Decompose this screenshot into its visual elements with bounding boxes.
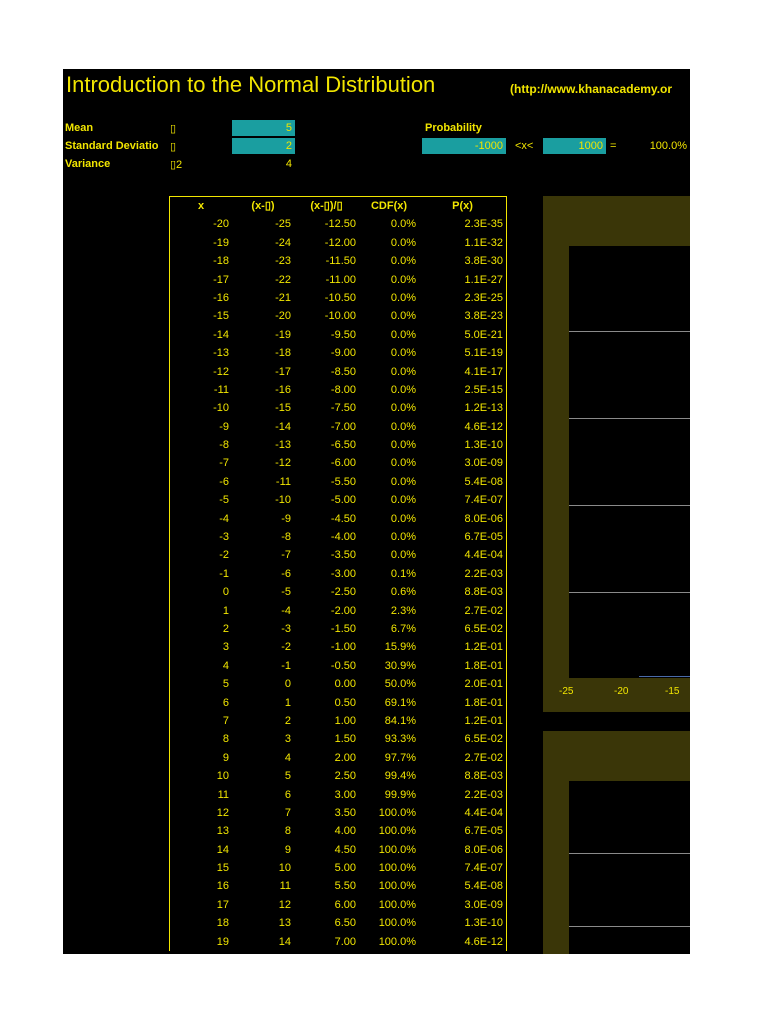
col-deviation-header: (x-▯) <box>251 200 275 212</box>
cell-x: 18 <box>216 917 229 930</box>
cell-deviation: 8 <box>284 825 291 838</box>
cell-zscore: -1.00 <box>330 641 356 654</box>
cell-cdf: 99.9% <box>384 788 416 801</box>
cell-zscore: -2.50 <box>330 586 356 599</box>
cell-zscore: -10.00 <box>324 310 356 323</box>
cell-zscore: 3.50 <box>334 806 356 819</box>
table-row <box>170 271 506 289</box>
cell-cdf: 99.4% <box>384 770 416 783</box>
gridline <box>569 592 690 593</box>
cell-cdf: 100.0% <box>378 935 416 948</box>
cell-deviation: -14 <box>275 420 291 433</box>
cell-cdf: 0.0% <box>390 255 416 268</box>
cell-px: 2.5E-15 <box>464 383 503 396</box>
cell-px: 8.8E-03 <box>464 586 503 599</box>
cell-x: -13 <box>213 347 229 360</box>
cell-deviation: -7 <box>281 549 291 562</box>
table-row <box>170 786 506 804</box>
table-row <box>170 822 506 840</box>
cell-cdf: 0.0% <box>390 273 416 286</box>
cell-zscore: -5.50 <box>330 475 356 488</box>
table-row <box>170 436 506 454</box>
cell-cdf: 93.3% <box>384 733 416 746</box>
table-row <box>170 602 506 620</box>
cell-zscore: 2.50 <box>334 770 356 783</box>
cell-cdf: 100.0% <box>378 862 416 875</box>
cell-x: -3 <box>219 531 229 544</box>
cell-deviation: -19 <box>275 328 291 341</box>
cell-cdf: 15.9% <box>384 641 416 654</box>
cell-px: 5.4E-08 <box>464 880 503 893</box>
table-row <box>170 252 506 270</box>
cell-cdf: 100.0% <box>378 880 416 893</box>
cell-deviation: -13 <box>275 439 291 452</box>
cell-zscore: 6.00 <box>334 898 356 911</box>
gridline <box>569 418 690 419</box>
col-px-header: P(x) <box>452 200 473 212</box>
cell-x: -10 <box>213 402 229 415</box>
cell-cdf: 0.0% <box>390 365 416 378</box>
cell-deviation: 3 <box>284 733 291 746</box>
cell-zscore: 6.50 <box>334 917 356 930</box>
table-row <box>170 528 506 546</box>
cell-deviation: 4 <box>284 751 291 764</box>
cell-deviation: -16 <box>275 383 291 396</box>
cell-px: 1.2E-01 <box>464 714 503 727</box>
table-row <box>170 896 506 914</box>
cell-deviation: 5 <box>284 770 291 783</box>
cell-px: 5.4E-08 <box>464 475 503 488</box>
cell-px: 3.0E-09 <box>464 898 503 911</box>
table-row <box>170 307 506 325</box>
table-row <box>170 933 506 951</box>
cell-deviation: -20 <box>275 310 291 323</box>
table-row <box>170 859 506 877</box>
cell-cdf: 69.1% <box>384 696 416 709</box>
table-row <box>170 215 506 233</box>
cell-x: -6 <box>219 475 229 488</box>
table-row <box>170 473 506 491</box>
table-row <box>170 565 506 583</box>
cell-deviation: 6 <box>284 788 291 801</box>
cell-zscore: -3.50 <box>330 549 356 562</box>
table-row <box>170 914 506 932</box>
cell-zscore: -5.00 <box>330 494 356 507</box>
cell-cdf: 0.6% <box>390 586 416 599</box>
cell-x: -9 <box>219 420 229 433</box>
table-row <box>170 694 506 712</box>
cell-zscore: -3.00 <box>330 567 356 580</box>
cell-px: 1.8E-01 <box>464 696 503 709</box>
cell-cdf: 0.0% <box>390 236 416 249</box>
cell-deviation: -4 <box>281 604 291 617</box>
table-row <box>170 638 506 656</box>
table-row <box>170 675 506 693</box>
table-row <box>170 454 506 472</box>
cell-cdf: 100.0% <box>378 825 416 838</box>
cell-cdf: 100.0% <box>378 806 416 819</box>
cell-zscore: 2.00 <box>334 751 356 764</box>
cell-cdf: 0.0% <box>390 420 416 433</box>
cell-x: 13 <box>216 825 229 838</box>
cell-cdf: 0.0% <box>390 218 416 231</box>
cell-px: 6.7E-05 <box>464 825 503 838</box>
mean-label: Mean <box>65 122 94 134</box>
col-x-header: x <box>197 200 205 212</box>
cell-zscore: -11.00 <box>325 273 356 286</box>
cell-px: 8.0E-06 <box>464 843 503 856</box>
gridline <box>569 853 690 854</box>
cell-deviation: -21 <box>275 291 291 304</box>
cell-cdf: 6.7% <box>390 622 416 635</box>
table-row <box>170 767 506 785</box>
cell-x: -20 <box>213 218 229 231</box>
cell-px: 1.8E-01 <box>464 659 503 672</box>
cell-zscore: 0.00 <box>334 678 356 691</box>
cell-px: 3.8E-30 <box>464 255 503 268</box>
table-row <box>170 326 506 344</box>
cell-x: -12 <box>213 365 229 378</box>
cell-cdf: 0.0% <box>390 347 416 360</box>
cell-cdf: 97.7% <box>384 751 416 764</box>
cell-zscore: -12.00 <box>324 236 356 249</box>
cell-deviation: 10 <box>278 862 291 875</box>
table-row <box>170 491 506 509</box>
cell-x: -19 <box>213 236 229 249</box>
cell-x: -11 <box>213 383 229 396</box>
cell-deviation: -25 <box>275 218 291 231</box>
cell-zscore: 1.50 <box>334 733 356 746</box>
cell-px: 2.7E-02 <box>464 604 503 617</box>
table-row <box>170 749 506 767</box>
cell-x: 12 <box>216 806 229 819</box>
x-tick-label: -25 <box>559 686 574 697</box>
equals-symbol: = <box>610 140 617 152</box>
cell-cdf: 0.0% <box>390 475 416 488</box>
gridline <box>569 505 690 506</box>
cell-px: 4.1E-17 <box>464 365 503 378</box>
cell-x: 17 <box>216 898 229 911</box>
cell-x: -7 <box>219 457 229 470</box>
cell-x: 3 <box>222 641 229 654</box>
table-row <box>170 510 506 528</box>
cell-zscore: -7.50 <box>330 402 356 415</box>
cell-px: 2.2E-03 <box>464 788 503 801</box>
cell-px: 4.4E-04 <box>464 806 503 819</box>
cell-px: 2.3E-35 <box>464 218 503 231</box>
gridline <box>569 926 690 927</box>
cell-deviation: 13 <box>278 917 291 930</box>
cell-px: 5.0E-21 <box>464 328 503 341</box>
cell-zscore: 5.00 <box>334 862 356 875</box>
table-row <box>170 657 506 675</box>
gridline <box>569 331 690 332</box>
cell-zscore: -9.00 <box>330 347 356 360</box>
cell-px: 7.4E-07 <box>464 494 503 507</box>
cell-px: 4.6E-12 <box>464 420 503 433</box>
cell-deviation: -9 <box>281 512 291 525</box>
cell-cdf: 0.0% <box>390 383 416 396</box>
cell-px: 1.1E-32 <box>464 236 503 249</box>
sheet-title: Introduction to the Normal Distribution <box>66 72 436 97</box>
cell-x: 1 <box>222 604 229 617</box>
cell-px: 1.3E-10 <box>464 917 503 930</box>
cell-deviation: -18 <box>275 347 291 360</box>
cell-zscore: 0.50 <box>334 696 356 709</box>
cell-px: 1.3E-10 <box>464 439 503 452</box>
cell-cdf: 0.0% <box>390 439 416 452</box>
table-row <box>170 234 506 252</box>
cell-zscore: -12.50 <box>324 218 356 231</box>
cell-x: 10 <box>216 770 229 783</box>
cell-zscore: 5.50 <box>334 880 356 893</box>
cell-deviation: 2 <box>284 714 291 727</box>
cell-px: 1.1E-27 <box>464 273 503 286</box>
cell-px: 3.0E-09 <box>464 457 503 470</box>
cell-zscore: 1.00 <box>334 714 356 727</box>
cell-zscore: -6.50 <box>330 439 356 452</box>
cell-deviation: 12 <box>278 898 291 911</box>
cell-zscore: 7.00 <box>334 935 356 948</box>
cell-px: 2.3E-25 <box>464 291 503 304</box>
cell-x: -8 <box>219 439 229 452</box>
cell-x: -5 <box>219 494 229 507</box>
cell-x: 4 <box>222 659 229 672</box>
table-row <box>170 712 506 730</box>
cell-px: 2.7E-02 <box>464 751 503 764</box>
cell-zscore: -4.00 <box>330 531 356 544</box>
cell-zscore: -8.50 <box>330 365 356 378</box>
table-row <box>170 418 506 436</box>
distribution-table <box>169 196 507 951</box>
cell-px: 3.8E-23 <box>464 310 503 323</box>
cell-zscore: -2.00 <box>330 604 356 617</box>
pdf-line <box>639 676 690 677</box>
probability-label: Probability <box>425 122 482 134</box>
cdf-chart-plot-area <box>569 781 690 954</box>
cell-x: 5 <box>222 678 229 691</box>
cell-px: 1.2E-13 <box>464 402 503 415</box>
cell-cdf: 0.0% <box>390 291 416 304</box>
cell-x: 9 <box>222 751 229 764</box>
cell-cdf: 100.0% <box>378 917 416 930</box>
table-row <box>170 877 506 895</box>
cell-cdf: 0.0% <box>390 494 416 507</box>
table-row <box>170 344 506 362</box>
table-row <box>170 363 506 381</box>
cell-deviation: -6 <box>281 567 291 580</box>
between-symbol: <x< <box>515 140 534 152</box>
cell-x: 15 <box>216 862 229 875</box>
cell-deviation: -3 <box>281 622 291 635</box>
cell-x: 0 <box>222 586 229 599</box>
cell-deviation: 9 <box>284 843 291 856</box>
cell-px: 1.2E-01 <box>464 641 503 654</box>
cell-px: 6.5E-02 <box>464 733 503 746</box>
cell-zscore: -6.00 <box>330 457 356 470</box>
cell-deviation: -15 <box>275 402 291 415</box>
cell-deviation: -12 <box>275 457 291 470</box>
cell-cdf: 0.0% <box>390 549 416 562</box>
cell-cdf: 0.0% <box>390 310 416 323</box>
cell-x: -18 <box>213 255 229 268</box>
table-row <box>170 583 506 601</box>
mean-input[interactable]: 5 <box>232 120 295 136</box>
cell-zscore: -0.50 <box>330 659 356 672</box>
cell-px: 8.8E-03 <box>464 770 503 783</box>
cell-deviation: -24 <box>275 236 291 249</box>
table-row <box>170 381 506 399</box>
cell-cdf: 2.3% <box>390 604 416 617</box>
cell-cdf: 100.0% <box>378 843 416 856</box>
pdf-chart-frame <box>543 196 690 712</box>
col-zscore-header: (x-▯)/▯ <box>310 200 343 212</box>
x-tick-label: -15 <box>665 686 680 697</box>
cell-deviation: -22 <box>275 273 291 286</box>
cell-px: 6.7E-05 <box>464 531 503 544</box>
cell-x: 16 <box>216 880 229 893</box>
cell-zscore: -10.50 <box>324 291 356 304</box>
cell-x: 11 <box>217 788 229 801</box>
cdf-chart-frame <box>543 731 690 954</box>
cell-deviation: -23 <box>275 255 291 268</box>
cell-x: -17 <box>213 273 229 286</box>
cell-x: -2 <box>219 549 229 562</box>
variance-value: 4 <box>285 158 292 170</box>
cell-x: 19 <box>216 935 229 948</box>
cell-cdf: 0.0% <box>390 328 416 341</box>
cell-cdf: 30.9% <box>384 659 416 672</box>
cell-x: 7 <box>222 714 229 727</box>
cell-zscore: 4.00 <box>334 825 356 838</box>
cell-deviation: 11 <box>279 880 291 893</box>
cell-deviation: -1 <box>281 659 291 672</box>
table-row <box>170 620 506 638</box>
table-row <box>170 841 506 859</box>
cell-x: 8 <box>222 733 229 746</box>
cell-px: 8.0E-06 <box>464 512 503 525</box>
cell-zscore: 3.00 <box>334 788 356 801</box>
table-header <box>170 197 506 215</box>
table-body <box>170 215 506 951</box>
probability-result: 100.0% <box>649 140 687 152</box>
cell-px: 2.2E-03 <box>464 567 503 580</box>
probability-upper-input[interactable]: 1000 <box>543 138 606 154</box>
cell-zscore: -8.00 <box>330 383 356 396</box>
cell-x: 6 <box>222 696 229 709</box>
cell-deviation: 0 <box>284 678 291 691</box>
cell-x: 14 <box>216 843 229 856</box>
cell-deviation: -8 <box>281 531 291 544</box>
pdf-chart-plot-area <box>569 246 690 678</box>
cell-zscore: 4.50 <box>334 843 356 856</box>
cell-x: 2 <box>222 622 229 635</box>
cell-zscore: -9.50 <box>330 328 356 341</box>
sd-label: Standard Deviatio <box>65 140 159 152</box>
table-row <box>170 399 506 417</box>
table-row <box>170 730 506 748</box>
cell-x: -16 <box>213 291 229 304</box>
variance-label: Variance <box>65 158 111 170</box>
cell-px: 4.4E-04 <box>464 549 503 562</box>
table-row <box>170 804 506 822</box>
cell-zscore: -7.00 <box>330 420 356 433</box>
cell-zscore: -1.50 <box>330 622 356 635</box>
table-row <box>170 289 506 307</box>
cell-x: -15 <box>213 310 229 323</box>
cell-px: 4.6E-12 <box>464 935 503 948</box>
cell-deviation: -2 <box>281 641 291 654</box>
cell-cdf: 0.0% <box>390 402 416 415</box>
cell-deviation: -10 <box>275 494 291 507</box>
mean-symbol: ▯ <box>170 123 177 135</box>
cell-deviation: -11 <box>275 475 291 488</box>
x-tick-label: -20 <box>614 686 629 697</box>
cell-x: -14 <box>213 328 229 341</box>
cell-cdf: 100.0% <box>378 898 416 911</box>
cell-x: -4 <box>219 512 229 525</box>
sd-symbol: ▯ <box>170 141 177 153</box>
cell-zscore: -11.50 <box>325 255 356 268</box>
cell-px: 6.5E-02 <box>464 622 503 635</box>
cell-cdf: 0.0% <box>390 531 416 544</box>
cell-px: 7.4E-07 <box>464 862 503 875</box>
sd-input[interactable]: 2 <box>232 138 295 154</box>
cell-deviation: 1 <box>284 696 291 709</box>
cell-px: 5.1E-19 <box>464 347 503 360</box>
source-url: (http://www.khanacademy.or <box>510 82 673 96</box>
cell-deviation: 14 <box>278 935 291 948</box>
variance-symbol: ▯2 <box>170 159 183 171</box>
col-cdf-header: CDF(x) <box>370 200 408 212</box>
cell-cdf: 0.1% <box>390 567 416 580</box>
cell-cdf: 84.1% <box>384 714 416 727</box>
cell-zscore: -4.50 <box>330 512 356 525</box>
cell-px: 2.0E-01 <box>464 678 503 691</box>
cell-cdf: 0.0% <box>390 512 416 525</box>
cell-cdf: 50.0% <box>384 678 416 691</box>
probability-lower-input[interactable]: -1000 <box>422 138 506 154</box>
cell-cdf: 0.0% <box>390 457 416 470</box>
cell-deviation: 7 <box>284 806 291 819</box>
spreadsheet <box>63 69 690 954</box>
table-row <box>170 546 506 564</box>
cell-deviation: -17 <box>275 365 291 378</box>
cell-x: -1 <box>219 567 229 580</box>
cell-deviation: -5 <box>281 586 291 599</box>
